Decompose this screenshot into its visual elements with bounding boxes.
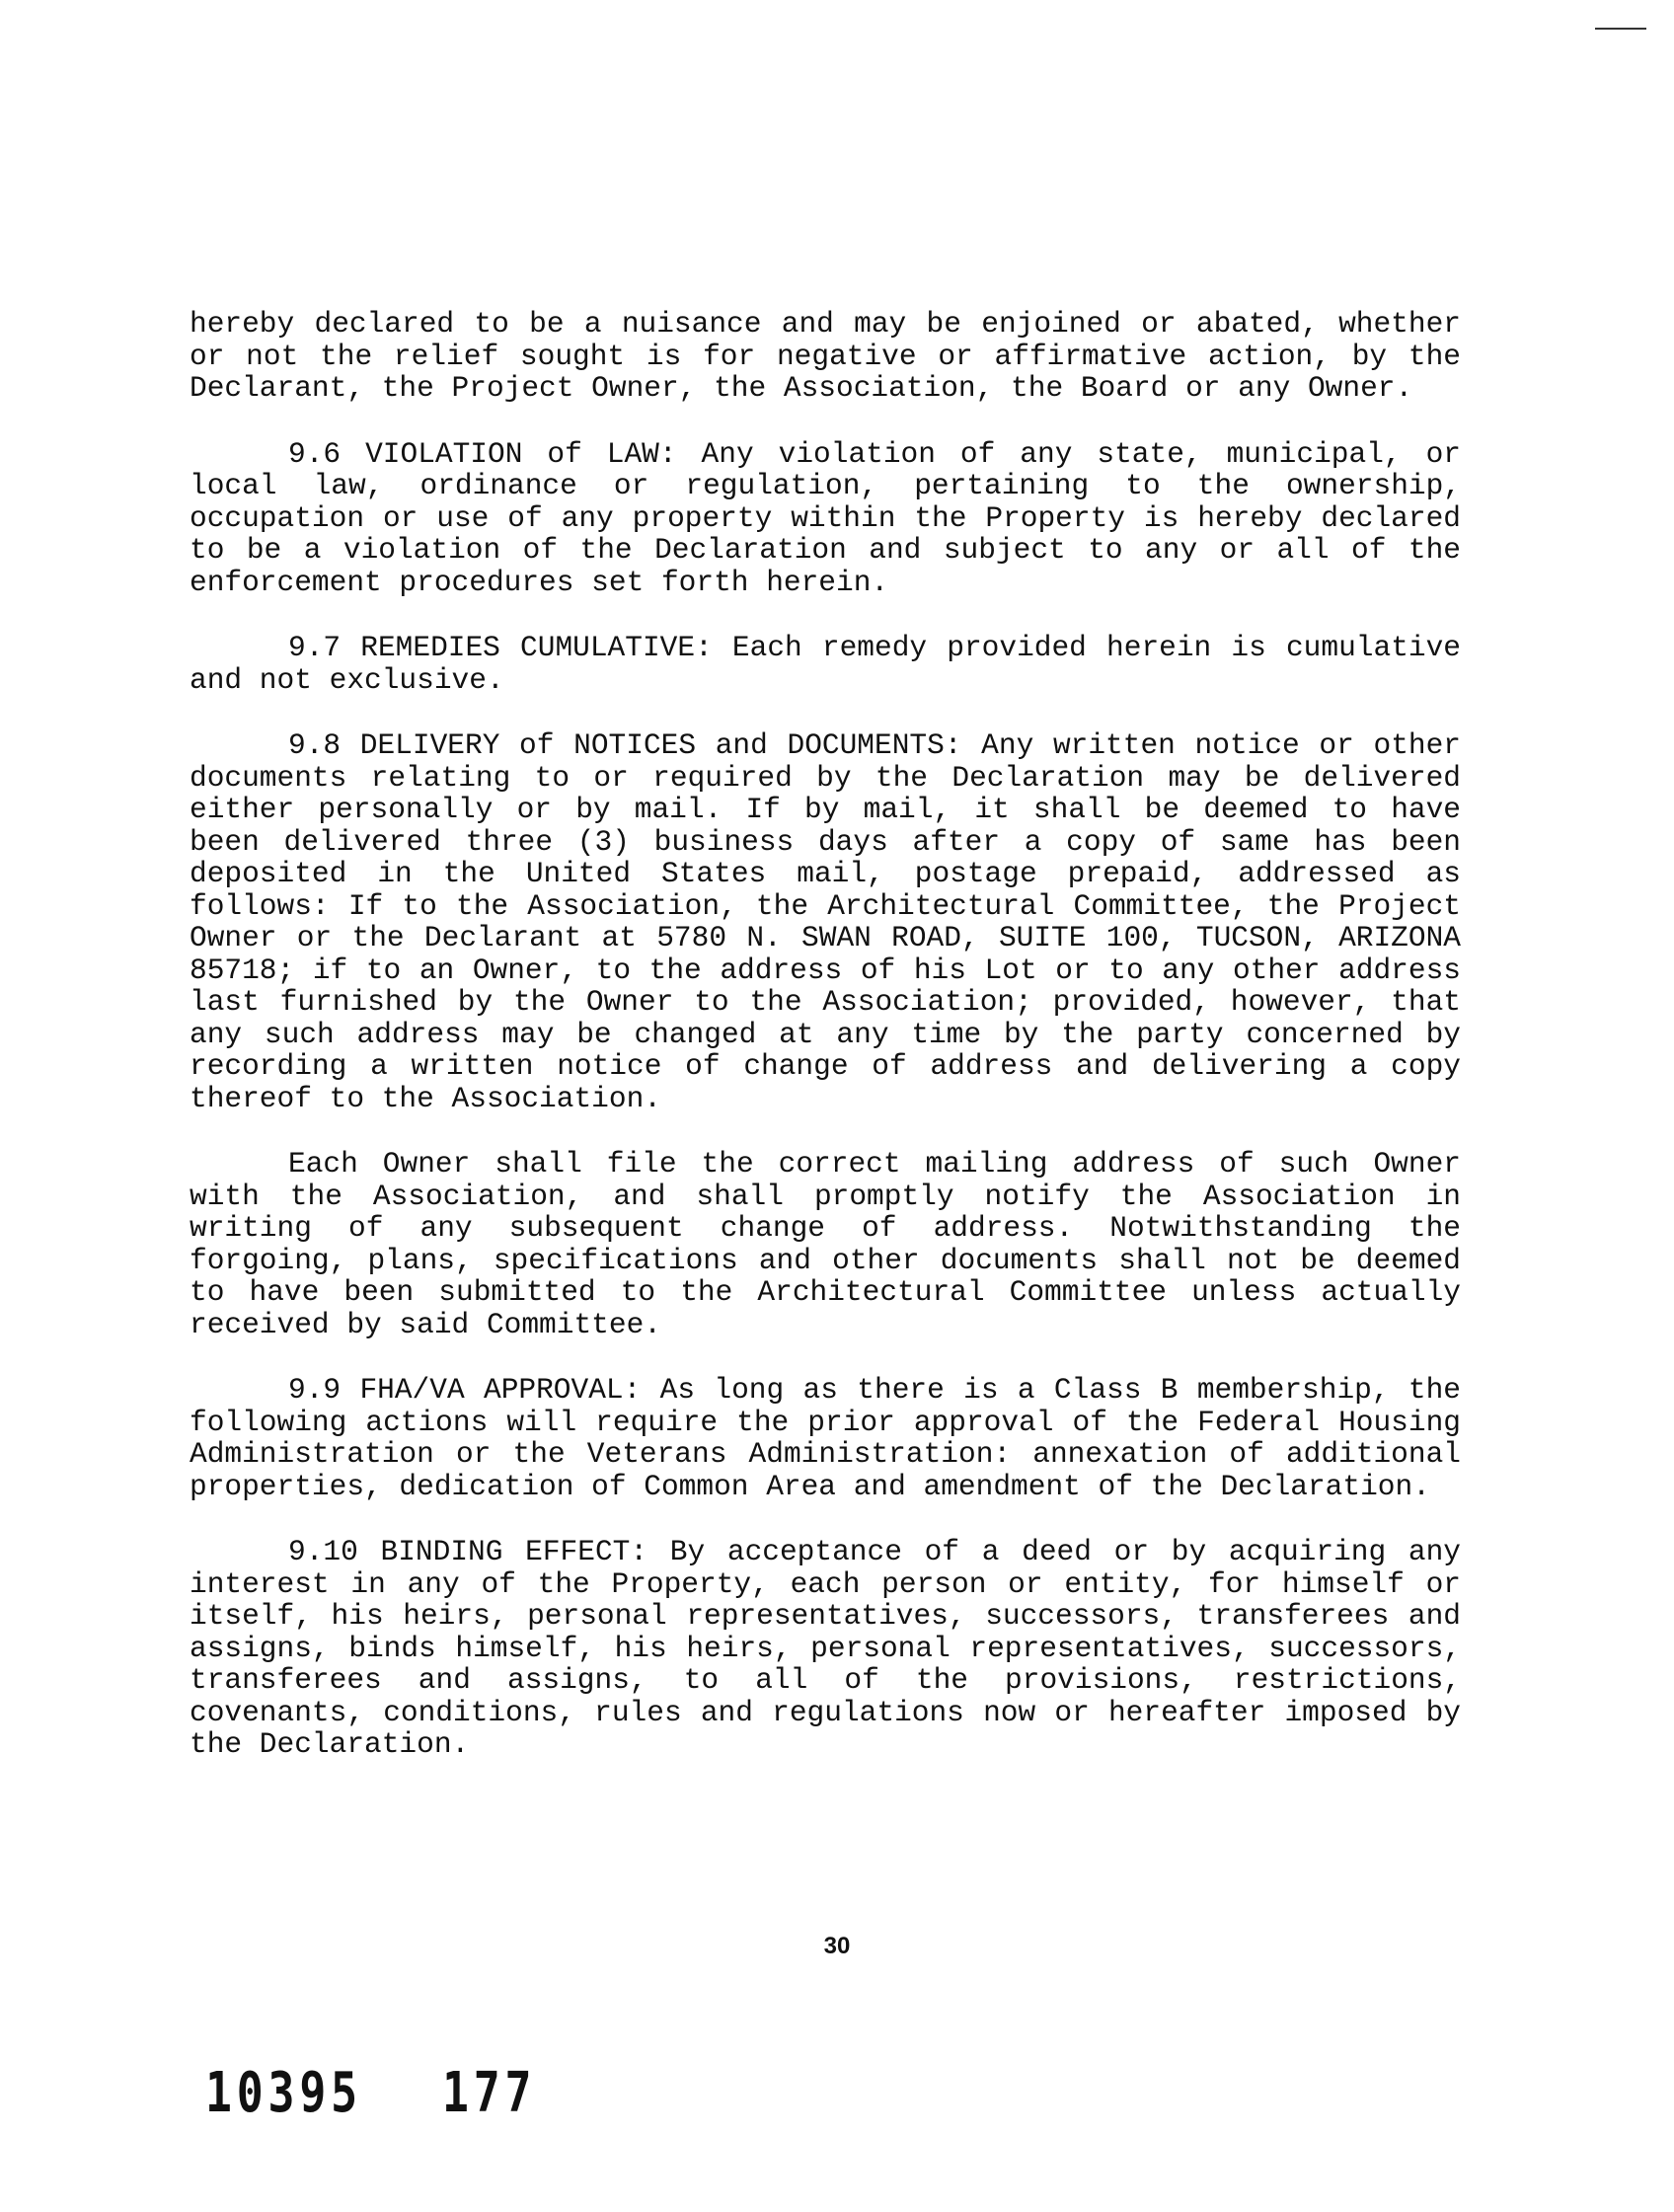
document-body [190,308,1461,1794]
paragraph-9-9-fha-va-approval: 9.9 FHA/VA APPROVAL: As long as there is a Class B membership, the following actions will require the prior approval of the Federal Housing Administration or the Veterans Administration: annexation of additional properties, dedication of Common Area and amendment of the Declaration. [190,1373,1461,1503]
recording-page-number: 177 [442,2061,537,2125]
paragraph-continuation: hereby declared to be a nuisance and may be enjoined or abated, whether or not the relief sought is for negative or affirmative action, by the Declarant, the Project Owner, the Association, the Board or any Owner. [190,307,1461,405]
recording-book-number: 10395 [205,2061,362,2125]
paragraph-9-6-violation-of-law: 9.6 VIOLATION of LAW: Any violation of any state, municipal, or local law, ordinance or regulation, pertaining to the ownership, occupation or use of any property within the Property is hereby declared to be a violation of the Declaration and subject to any or all of the enforcement procedures set forth herein. [190,436,1461,599]
paragraph-9-10-binding-effect: 9.10 BINDING EFFECT: By acceptance of a deed or by acquiring any interest in any of the Property, each person or entity, for himself or itself, his heirs, personal representatives, successors, transferees and assigns, binds himself, his heirs, personal representatives, successors, transferees and assigns, to all of the provisions, restrictions, covenants, conditions, rules and regulations now or hereafter imposed by the Declaration. [190,1535,1461,1761]
page-number: 30 [823,1933,851,1959]
paragraph-9-8-owner-address: Each Owner shall file the correct mailing address of such Owner with the Association, and shall promptly notify the Association in writing of any subsequent change of address. Notwithstanding the forgoing, plans, specifications and other documents shall not be deemed to have been submitted to the Architectural Committee unless actually received by said Committee. [190,1147,1461,1341]
paragraph-9-8-delivery-of-notices: 9.8 DELIVERY of NOTICES and DOCUMENTS: Any written notice or other documents relating to or required by the Declaration may be delivered either personally or by mail. If by mail, it shall be deemed to have been delivered three (3) business days after a copy of same has been deposited in the United States mail, postage prepaid, addressed as follows: If to the Association, the Architectural Committee, the Project Owner or the Declarant at 5780 N. SWAN ROAD, SUITE 100, TUCSON, ARIZONA 85718; if to an Owner, to the address of his Lot or to any other address last furnished by the Owner to the Association; provided, however, that any such address may be changed at any time by the party concerned by recording a written notice of change of address and delivering a copy thereof to the Association. [190,728,1461,1115]
corner-rule [1595,28,1646,30]
paragraph-9-7-remedies-cumulative: 9.7 REMEDIES CUMULATIVE: Each remedy provided herein is cumulative and not exclusive. [190,631,1461,697]
